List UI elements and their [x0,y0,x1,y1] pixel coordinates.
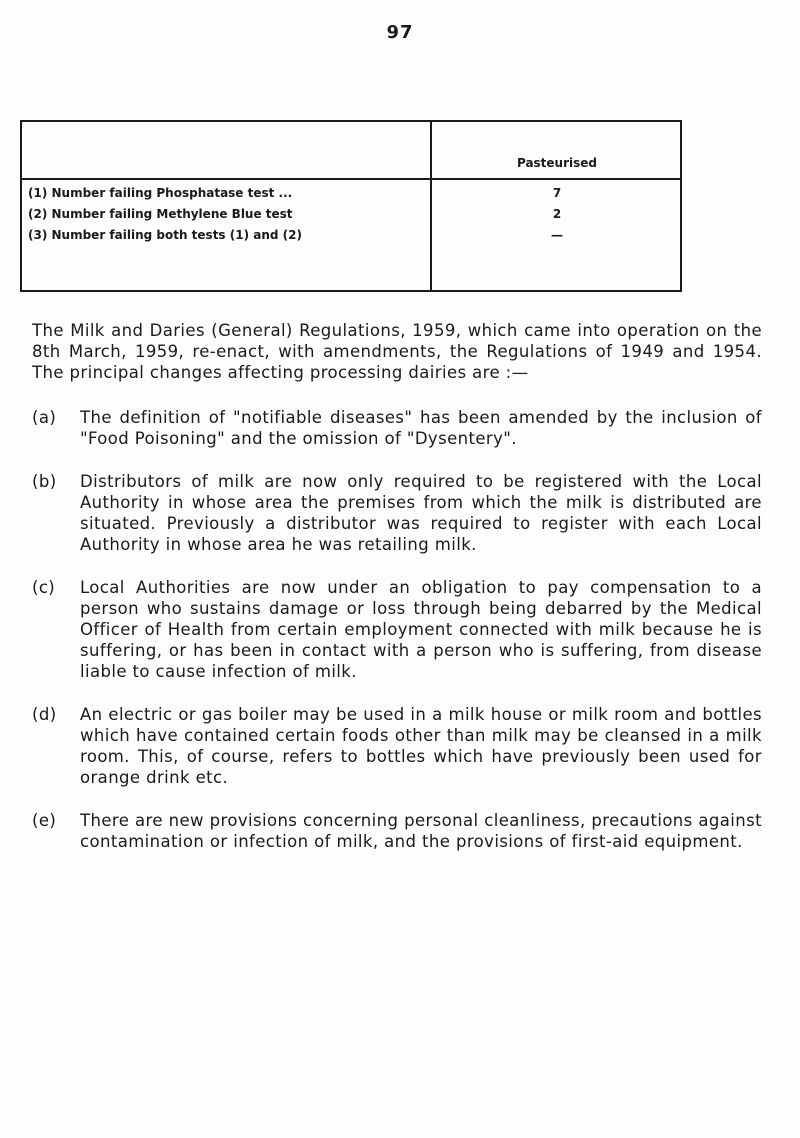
item-text: There are new provisions concerning personal cleanliness, precautions against contamination or infection of milk, and the provisions of first-aid equipment. [80,811,762,851]
list-item [32,577,762,682]
item-marker: (e) [32,811,57,830]
item-text: The definition of "notifiable diseases" has been amended by the inclusion of "Food Poisoning" and the omission of "Dysentery". [80,408,762,448]
regulations-text [32,320,762,874]
table-row [22,186,680,204]
item-text: Distributors of milk are now only required to be registered with the Local Authority in whose area the premises from which the milk is distributed are situated. Previously a distributor was required to register with each Local Authority in whose area he was retailing milk. [80,472,762,554]
row-value: 2 [552,207,562,221]
list-item [32,810,762,852]
column-divider [430,122,432,290]
item-marker: (a) [32,408,57,427]
row-value: — [551,228,563,242]
item-marker: (b) [32,472,57,491]
page-number: 97 [386,22,414,43]
item-text: An electric or gas boiler may be used in a milk house or milk room and bottles which have contained certain foods other than milk may be cleansed in a milk room. This, of course, refers to bottles which have previously been used for orange drink etc. [80,705,762,787]
table-row [22,228,680,246]
row-label: (2) Number failing Methylene Blue test [28,207,293,221]
table-row [22,207,680,225]
header-divider [22,178,680,180]
row-label: (1) Number failing Phosphatase test ... [28,186,293,200]
row-value: 7 [552,186,562,200]
intro-paragraph: The Milk and Daries (General) Regulations, 1959, which came into operation on the 8th March, 1959, re-enact, with amendments, the Regulations of 1949 and 1954. The principal changes affecting processing dairies are :— [32,321,762,382]
item-marker: (d) [32,705,57,724]
item-marker: (c) [32,578,56,597]
row-label: (3) Number failing both tests (1) and (2) [28,228,302,242]
column-header-pasteurised: Pasteurised [516,156,598,170]
item-text: Local Authorities are now under an obligation to pay compensation to a person who sustains damage or loss through being debarred by the Medical Officer of Health from certain employment connected with milk because he is suffering, or has been in contact with a person who is suffering, from disease liable to cause infection of milk. [80,578,762,681]
list-item [32,471,762,555]
list-item [32,704,762,788]
list-item [32,407,762,449]
milk-test-results-table [20,120,682,292]
